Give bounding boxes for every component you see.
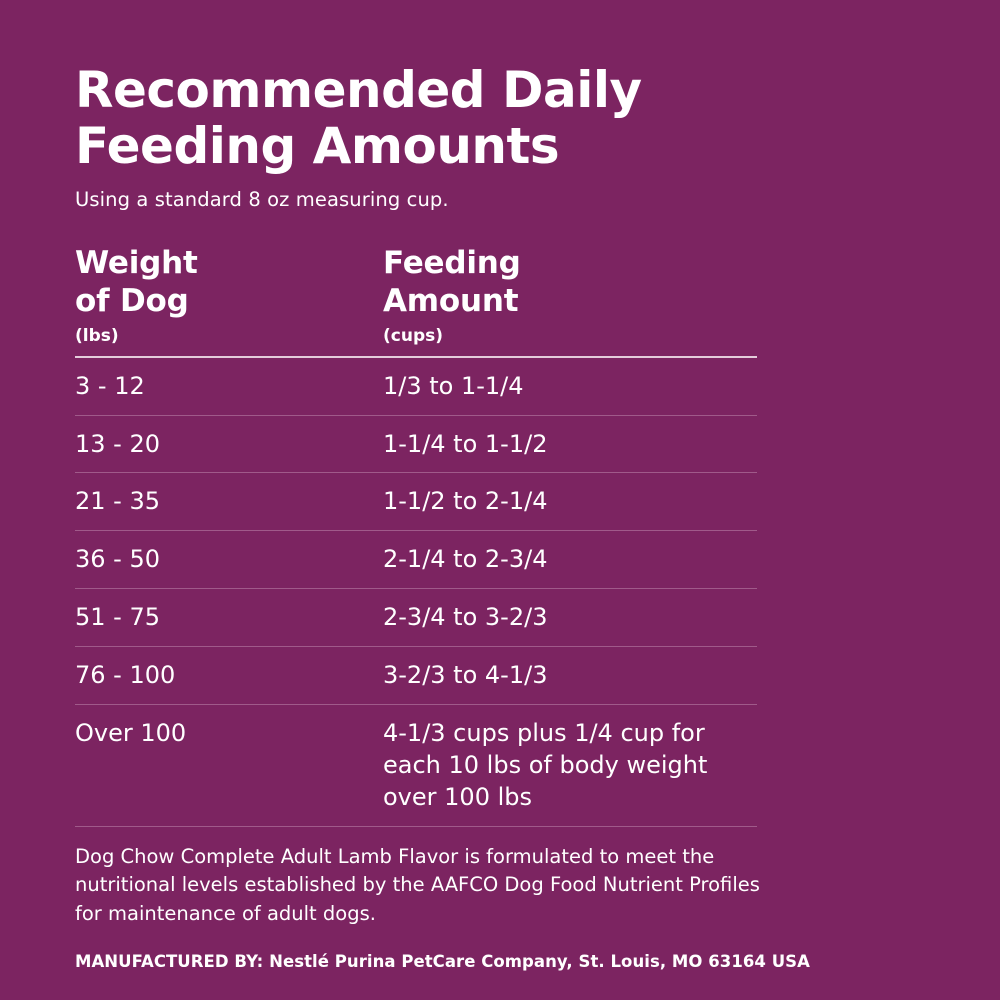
- feeding-table: [75, 245, 757, 827]
- column-header-amount: [383, 245, 757, 346]
- cell-amount: 1-1/2 to 2-1/4: [383, 487, 548, 516]
- page-title-line-1: Recommended Daily: [75, 61, 642, 119]
- cell-amount: 4-1/3 cups plus 1/4 cup for each 10 lbs of body weight over 100 lbs: [383, 719, 708, 811]
- column-header-weight-text: [75, 245, 383, 321]
- cell-amount: 2-1/4 to 2-3/4: [383, 545, 548, 574]
- cell-amount: 1-1/4 to 1-1/2: [383, 429, 548, 458]
- page-title-line-2: Feeding Amounts: [75, 117, 560, 175]
- column-header-amount-line-1: Feeding: [383, 245, 521, 281]
- table-row: [75, 358, 757, 416]
- column-header-weight-line-2: of Dog: [75, 282, 189, 319]
- cell-weight: 3 - 12: [75, 371, 145, 400]
- table-row: [75, 705, 757, 827]
- column-header-amount-text: [383, 245, 757, 321]
- cell-weight: 13 - 20: [75, 429, 160, 458]
- table-row: [75, 473, 757, 531]
- column-header-amount-unit: (cups): [383, 325, 444, 346]
- column-header-weight: [75, 245, 383, 346]
- page-title: [75, 62, 715, 174]
- cell-amount: 2-3/4 to 3-2/3: [383, 603, 548, 632]
- column-header-weight-line-1: Weight: [75, 245, 198, 281]
- cell-weight: Over 100: [75, 719, 187, 748]
- table-row: [75, 589, 757, 647]
- cell-weight: 21 - 35: [75, 487, 160, 516]
- column-header-weight-unit: (lbs): [75, 325, 119, 346]
- page-subtitle: Using a standard 8 oz measuring cup.: [75, 188, 449, 211]
- cell-weight: 36 - 50: [75, 545, 160, 574]
- cell-amount: 3-2/3 to 4-1/3: [383, 661, 548, 690]
- cell-amount: 1/3 to 1-1/4: [383, 371, 524, 400]
- table-row: [75, 647, 757, 705]
- cell-weight: 51 - 75: [75, 603, 160, 632]
- table-header-row: [75, 245, 757, 346]
- manufacturer-line: MANUFACTURED BY: Nestlé Purina PetCare Company, St. Louis, MO 63164 USA: [75, 952, 810, 972]
- table-row: [75, 416, 757, 474]
- cell-weight: 76 - 100: [75, 661, 176, 690]
- aafco-statement: Dog Chow Complete Adult Lamb Flavor is formulated to meet the nutritional levels established by the AAFCO Dog Food Nutrient Profiles for maintenance of adult dogs.: [75, 844, 760, 925]
- table-row: [75, 531, 757, 589]
- column-header-amount-line-2: Amount: [383, 282, 519, 319]
